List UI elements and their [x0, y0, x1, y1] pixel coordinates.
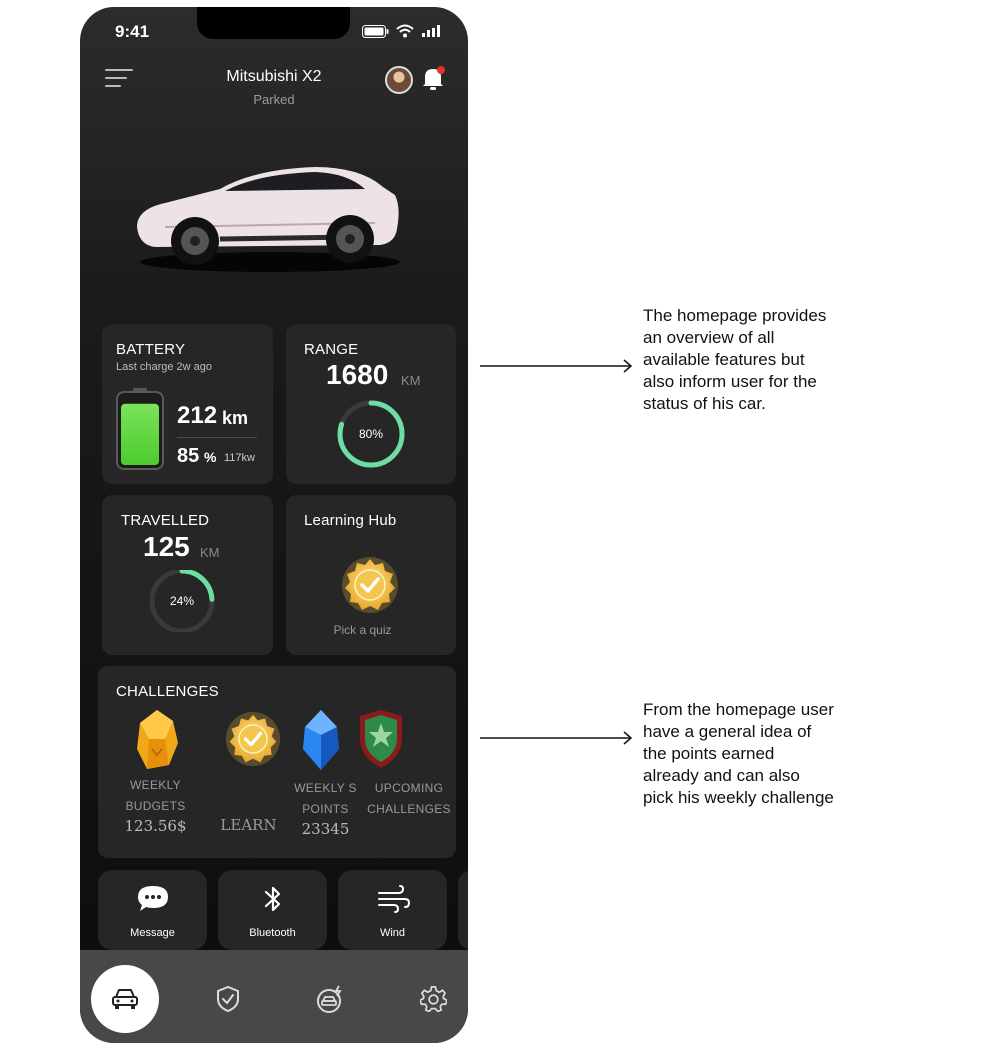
travelled-unit: KM [200, 545, 220, 560]
learning-hub-caption: Pick a quiz [333, 623, 392, 637]
range-card[interactable] [286, 324, 456, 484]
weekly-budgets-value: 123.56$ [124, 817, 187, 835]
annotation-arrow-1 [480, 358, 635, 374]
gear-icon[interactable] [420, 985, 447, 1012]
phone-screen [80, 7, 468, 1043]
challenges-title: CHALLENGES [116, 683, 219, 700]
travelled-ring-label: 24% [169, 594, 195, 608]
weekly-points-value: 23345 [301, 820, 350, 838]
status-time: 9:41 [115, 22, 150, 41]
learning-hub-label: Learning Hub [304, 512, 397, 529]
bluetooth-icon [262, 884, 284, 914]
range-ring-label: 80% [358, 427, 384, 441]
tab-bar [80, 950, 468, 1043]
range-value: 1680 [326, 359, 389, 390]
upcoming-label-1: UPCOMING [374, 781, 444, 795]
learning-hub-card[interactable] [286, 495, 456, 655]
challenges-card[interactable] [98, 666, 456, 858]
avatar[interactable] [385, 66, 413, 94]
notch [197, 7, 350, 39]
status-icons [422, 25, 442, 37]
weekly-points-label-1: WEEKLY S [294, 781, 357, 795]
ev-charge-icon[interactable] [316, 984, 346, 1014]
message-button[interactable] [98, 870, 207, 950]
range-label: RANGE [304, 341, 359, 358]
weekly-points-label-2: POINTS [302, 802, 349, 816]
battery-level-icon [116, 388, 164, 470]
annotation-text-2: From the homepage user have a general idea of the points earned already and can also pick his weekly challenge [643, 700, 834, 807]
travelled-label: TRAVELLED [121, 512, 210, 529]
battery-percent-unit: % [204, 449, 217, 465]
travelled-value: 125 [143, 531, 190, 562]
car-image [125, 147, 415, 287]
wind-icon [376, 884, 410, 914]
wind-button[interactable] [338, 870, 447, 950]
learn-badge-icon[interactable] [225, 711, 281, 767]
car-icon [111, 987, 139, 1011]
last-charge: Last charge 2w ago [116, 361, 213, 373]
range-unit: KM [401, 373, 421, 388]
battery-label: BATTERY [116, 341, 186, 358]
message-label: Message [130, 927, 175, 939]
budget-gem-icon[interactable] [135, 709, 179, 771]
tab-car[interactable] [91, 965, 159, 1033]
car-status: Parked [253, 92, 295, 107]
battery-card[interactable] [102, 324, 273, 484]
quiz-badge-icon [340, 555, 400, 615]
weekly-budgets-label-2: BUDGETS [125, 799, 186, 813]
bluetooth-label: Bluetooth [249, 927, 296, 939]
battery-divider [177, 437, 257, 438]
battery-range-unit: km [222, 408, 249, 428]
points-gem-icon[interactable] [302, 709, 340, 771]
weekly-budgets-label-1: WEEKLY [130, 778, 181, 792]
annotation-arrow-2 [480, 730, 635, 746]
upcoming-shield-icon[interactable] [358, 709, 404, 769]
shield-check-icon[interactable] [216, 985, 240, 1013]
learn-label: LEARN [220, 816, 277, 834]
upcoming-label-2: CHALLENGES [367, 802, 451, 816]
more-action-button[interactable] [458, 870, 468, 950]
battery-status-icon [362, 25, 389, 38]
battery-power: 117kw [224, 452, 255, 464]
notification-bell-icon[interactable] [420, 65, 446, 93]
signal-icon [422, 25, 442, 37]
message-icon [136, 884, 170, 914]
battery-range-value: 212 [177, 402, 218, 429]
page-title: Mitsubishi X2 [226, 68, 322, 85]
wind-label: Wind [379, 927, 406, 939]
annotation-text-1: The homepage provides an overview of all available features but also inform user for the status of his car. [643, 306, 827, 413]
bluetooth-button[interactable] [218, 870, 327, 950]
wifi-icon [396, 24, 414, 38]
battery-percent-value: 85 [177, 445, 200, 467]
travelled-card[interactable] [102, 495, 273, 655]
